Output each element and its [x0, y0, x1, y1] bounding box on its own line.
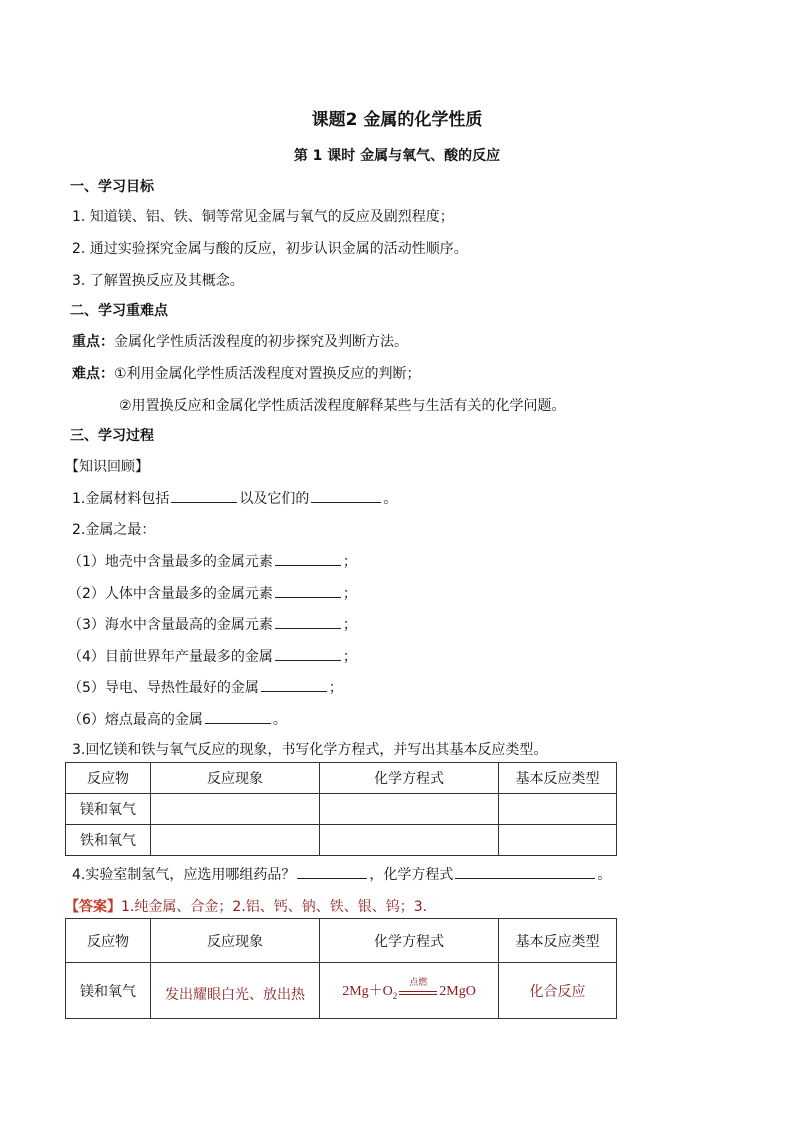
table-header-row — [66, 763, 617, 794]
question-text: 4.实验室制氢气，应选用哪组药品？ — [72, 867, 296, 883]
question-text: 以及它们的 — [239, 491, 310, 507]
table-cell-blank[interactable] — [320, 825, 499, 856]
equation-right: 2MgO — [439, 984, 476, 1000]
phenomenon-cell: 发出耀眼白光、放出热 — [151, 963, 320, 1019]
answer-blank[interactable] — [275, 646, 341, 661]
table-cell-blank[interactable] — [151, 794, 320, 825]
table-header-cell: 化学方程式 — [320, 919, 499, 963]
q2-item-end: 。 — [272, 712, 287, 728]
goal-item: 1. 知道镁、铝、铁、铜等常见金属与氧气的反应及剧烈程度； — [72, 209, 454, 225]
question-text: ，化学方程式 — [369, 867, 454, 883]
table-cell-blank[interactable] — [151, 825, 320, 856]
q2-item-text: （1）地壳中含量最多的金属元素 — [68, 554, 273, 570]
table-header-cell: 反应物 — [66, 919, 151, 963]
q2-item-end: ； — [342, 586, 357, 602]
question-text: 。 — [383, 491, 398, 507]
q2-item — [68, 583, 357, 603]
difficulty-item: ②用置换反应和金属化学性质活泼程度解释某些与生活有关的化学问题。 — [119, 398, 566, 414]
answer-blank[interactable] — [275, 614, 341, 629]
answer-blank[interactable] — [205, 709, 271, 724]
question-text: 1.金属材料包括 — [72, 491, 170, 507]
double-line-icon — [399, 991, 437, 995]
table-header-cell: 反应物 — [66, 763, 151, 794]
answer-blank[interactable] — [455, 864, 595, 879]
question-4 — [72, 864, 611, 884]
q2-item — [68, 614, 357, 634]
answer-line — [65, 896, 427, 916]
section-heading-process: 三、学习过程 — [70, 428, 154, 444]
reaction-table — [65, 762, 617, 856]
q2-item-text: （5）导电、导热性最好的金属 — [68, 680, 259, 696]
table-cell: 镁和氧气 — [66, 794, 151, 825]
key-point-text: 金属化学性质活泼程度的初步探究及判断方法。 — [114, 334, 408, 350]
table-header-cell: 基本反应类型 — [499, 919, 617, 963]
q2-item — [68, 677, 343, 697]
table-cell: 铁和氧气 — [66, 825, 151, 856]
answer-text: 1.纯金属、合金；2.铝、钙、钠、铁、银、钨；3. — [121, 899, 428, 915]
q2-item-text: （6）熔点最高的金属 — [68, 712, 203, 728]
q2-item-text: （2）人体中含量最多的金属元素 — [68, 586, 273, 602]
key-point-label: 重点： — [72, 334, 114, 350]
difficulty-point — [72, 363, 421, 383]
table-cell-blank[interactable] — [499, 825, 617, 856]
q2-item — [68, 709, 287, 729]
page-subtitle: 第 1 课时 金属与氧气、酸的反应 — [293, 148, 501, 164]
q2-item — [68, 551, 357, 571]
table-row — [66, 825, 617, 856]
table-header-row — [66, 919, 617, 963]
q2-item-end: ； — [342, 617, 357, 633]
answer-blank[interactable] — [297, 864, 367, 879]
table-header-cell: 反应现象 — [151, 919, 320, 963]
key-point — [72, 331, 408, 351]
answer-blank[interactable] — [275, 583, 341, 598]
table-header-cell: 反应现象 — [151, 763, 320, 794]
page-title: 课题2 金属的化学性质 — [311, 110, 483, 130]
table-cell-blank[interactable] — [320, 794, 499, 825]
equation-left: 2Mg＋O — [342, 984, 393, 1000]
reaction-type-cell: 化合反应 — [499, 963, 617, 1019]
answer-label: 【答案】 — [65, 899, 121, 915]
q2-item-text: （3）海水中含量最高的金属元素 — [68, 617, 273, 633]
section-heading-focus: 二、学习重难点 — [70, 303, 168, 319]
equation-subscript: 2 — [392, 990, 398, 1001]
review-label: 【知识回顾】 — [65, 459, 149, 475]
reaction-condition: 点燃 — [409, 978, 428, 989]
q2-item-end: ； — [328, 680, 343, 696]
answer-blank[interactable] — [171, 488, 237, 503]
table-cell-blank[interactable] — [499, 794, 617, 825]
answer-blank[interactable] — [311, 488, 381, 503]
difficulty-item: ①利用金属化学性质活泼程度对置换反应的判断； — [114, 366, 421, 382]
reaction-arrow — [399, 978, 437, 995]
table-header-cell: 基本反应类型 — [499, 763, 617, 794]
equation-cell — [320, 963, 499, 1019]
table-row — [66, 963, 617, 1019]
answer-blank[interactable] — [275, 551, 341, 566]
q2-item-end: ； — [342, 649, 357, 665]
answer-blank[interactable] — [261, 677, 327, 692]
table-row — [66, 794, 617, 825]
goal-item: 2. 通过实验探究金属与酸的反应，初步认识金属的活动性顺序。 — [72, 241, 468, 257]
section-heading-goals: 一、学习目标 — [70, 179, 154, 195]
q2-item-end: ； — [342, 554, 357, 570]
goal-item: 3. 了解置换反应及其概念。 — [72, 273, 244, 289]
answer-table — [65, 918, 617, 1019]
chemical-equation — [342, 978, 476, 1001]
question-3: 3.回忆镁和铁与氧气反应的现象，书写化学方程式，并写出其基本反应类型。 — [72, 742, 548, 758]
question-text: 。 — [597, 867, 612, 883]
question-2-label: 2.金属之最： — [72, 522, 156, 538]
difficulty-label: 难点： — [72, 366, 114, 382]
table-cell: 镁和氧气 — [66, 963, 151, 1019]
question-1 — [72, 488, 397, 508]
table-header-cell: 化学方程式 — [320, 763, 499, 794]
q2-item — [68, 646, 357, 666]
q2-item-text: （4）目前世界年产量最多的金属 — [68, 649, 273, 665]
